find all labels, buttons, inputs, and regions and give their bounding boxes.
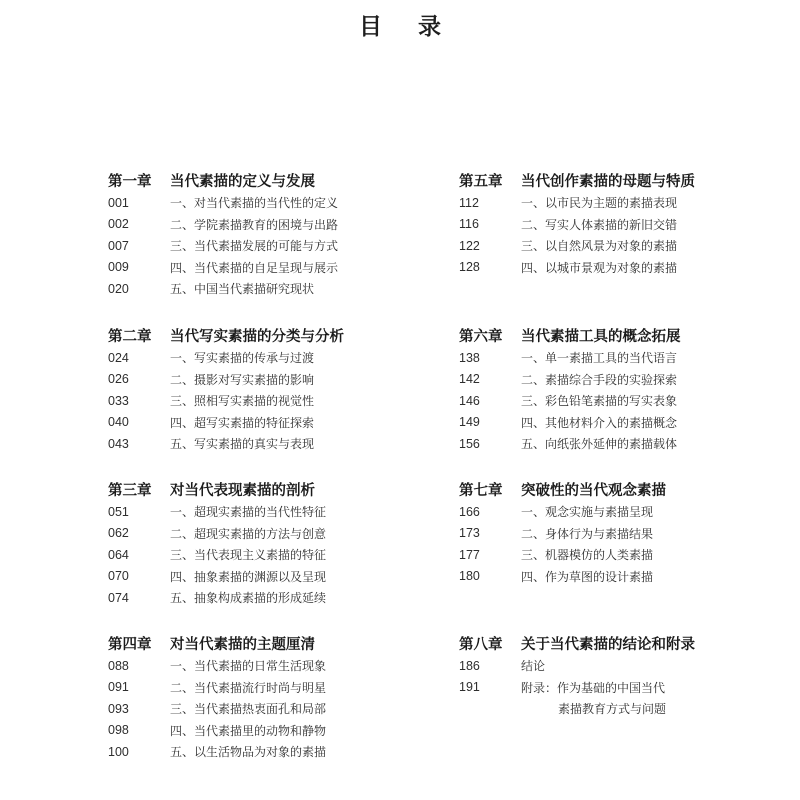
entry-title: 五、以生活物品为对象的素描: [170, 745, 327, 760]
page-number: 024: [108, 350, 129, 365]
chapter-number: 第七章: [459, 482, 503, 499]
entry-title: 五、抽象构成素描的形成延续: [170, 591, 327, 606]
entry-title: 二、身体行为与素描结果: [521, 526, 654, 541]
page-number: 064: [108, 547, 129, 562]
page-number: 191: [459, 680, 480, 695]
chapter-block: [459, 479, 759, 587]
page-number: 138: [459, 350, 480, 365]
page-number: 186: [459, 658, 480, 673]
chapter-heading[interactable]: [459, 479, 759, 499]
entry-title: 三、当代素描发展的可能与方式: [170, 239, 339, 254]
toc-entry[interactable]: [459, 235, 759, 257]
entry-title: 三、照相写实素描的视觉性: [170, 394, 315, 409]
page-number: 122: [459, 238, 480, 253]
page-number: 173: [459, 526, 480, 541]
page-number: 128: [459, 260, 480, 275]
chapter-number: 第六章: [459, 328, 503, 345]
toc-entry[interactable]: [108, 412, 408, 434]
page-number: 166: [459, 504, 480, 519]
toc-entry[interactable]: [459, 655, 759, 677]
toc-entry[interactable]: [459, 369, 759, 391]
chapter-number: 第三章: [108, 482, 152, 499]
entry-title: 素描教育方式与问题: [558, 702, 667, 717]
page-number: 009: [108, 260, 129, 275]
page-number: 146: [459, 393, 480, 408]
chapter-heading[interactable]: [108, 633, 408, 653]
entry-title: 一、超现实素描的当代性特征: [170, 505, 327, 520]
page-number: 142: [459, 372, 480, 387]
page-number: 040: [108, 415, 129, 430]
toc-entry[interactable]: [459, 192, 759, 214]
chapter-title: 当代写实素描的分类与分析: [170, 328, 344, 345]
toc-entry[interactable]: [108, 523, 408, 545]
toc-entry[interactable]: [459, 433, 759, 455]
chapter-block: [108, 479, 408, 609]
toc-entry[interactable]: [108, 720, 408, 742]
entry-title: 二、超现实素描的方法与创意: [170, 526, 327, 541]
toc-entry[interactable]: [108, 741, 408, 763]
toc-entry[interactable]: [108, 369, 408, 391]
toc-entry[interactable]: [108, 544, 408, 566]
toc-entry[interactable]: [108, 278, 408, 300]
entry-title: 一、对当代素描的当代性的定义: [170, 196, 339, 211]
page-number: 074: [108, 590, 129, 605]
chapter-title: 对当代素描的主题厘清: [170, 636, 315, 653]
chapter-heading[interactable]: [108, 325, 408, 345]
toc-entry[interactable]: [459, 257, 759, 279]
entry-title: 三、当代表现主义素描的特征: [170, 548, 327, 563]
chapter-title: 当代素描工具的概念拓展: [521, 328, 681, 345]
page-number: 033: [108, 393, 129, 408]
toc-entry[interactable]: [459, 390, 759, 412]
entry-title: 四、以城市景观为对象的素描: [521, 260, 678, 275]
chapter-block: [108, 325, 408, 455]
toc-entry[interactable]: [459, 544, 759, 566]
chapter-block: [459, 633, 759, 720]
page-number: 007: [108, 238, 129, 253]
toc-entry[interactable]: [108, 214, 408, 236]
page-number: 002: [108, 217, 129, 232]
page-number: 180: [459, 569, 480, 584]
chapter-title: 当代创作素描的母题与特质: [521, 173, 695, 190]
chapter-heading[interactable]: [108, 170, 408, 190]
toc-entry[interactable]: [459, 566, 759, 588]
toc-entry[interactable]: [108, 501, 408, 523]
page-number: 098: [108, 723, 129, 738]
entry-title: 一、以市民为主题的素描表现: [521, 196, 678, 211]
chapter-title: 当代素描的定义与发展: [170, 173, 315, 190]
chapter-block: [108, 633, 408, 763]
chapter-title: 突破性的当代观念素描: [521, 482, 666, 499]
toc-entry[interactable]: [459, 698, 759, 720]
page-number: 156: [459, 436, 480, 451]
chapter-number: 第二章: [108, 328, 152, 345]
page-number: 020: [108, 281, 129, 296]
chapter-title: 对当代表现素描的剖析: [170, 482, 315, 499]
toc-entry[interactable]: [108, 677, 408, 699]
entry-title: 三、以自然风景为对象的素描: [521, 239, 678, 254]
toc-entry[interactable]: [108, 433, 408, 455]
chapter-number: 第五章: [459, 173, 503, 190]
page-number: 026: [108, 372, 129, 387]
entry-title: 五、向纸张外延伸的素描载体: [521, 437, 678, 452]
entry-title: 五、中国当代素描研究现状: [170, 282, 315, 297]
entry-title: 一、当代素描的日常生活现象: [170, 659, 327, 674]
chapter-number: 第四章: [108, 636, 152, 653]
entry-title: 一、观念实施与素描呈现: [521, 505, 654, 520]
entry-title: 四、其他材料介入的素描概念: [521, 415, 678, 430]
toc-entry[interactable]: [108, 566, 408, 588]
entry-title: 一、单一素描工具的当代语言: [521, 351, 678, 366]
chapter-heading[interactable]: [459, 633, 759, 653]
entry-title: 四、当代素描里的动物和静物: [170, 723, 327, 738]
page-number: 149: [459, 415, 480, 430]
entry-title: 附录：作为基础的中国当代: [521, 680, 666, 695]
entry-title: 二、学院素描教育的困境与出路: [170, 217, 339, 232]
toc-entry[interactable]: [108, 257, 408, 279]
page-number: 043: [108, 436, 129, 451]
page-number: 088: [108, 658, 129, 673]
toc-entry[interactable]: [108, 235, 408, 257]
chapter-heading[interactable]: [108, 479, 408, 499]
entry-title: 三、当代素描热衷面孔和局部: [170, 702, 327, 717]
toc-entry[interactable]: [108, 655, 408, 677]
chapter-block: [459, 170, 759, 278]
entry-title: 二、素描综合手段的实验探索: [521, 372, 678, 387]
chapter-number: 第一章: [108, 173, 152, 190]
entry-title: 一、写实素描的传承与过渡: [170, 351, 315, 366]
entry-title: 三、机器模仿的人类素描: [521, 548, 654, 563]
entry-title: 二、写实人体素描的新旧交错: [521, 217, 678, 232]
page-number: 062: [108, 526, 129, 541]
chapter-title: 关于当代素描的结论和附录: [521, 636, 695, 653]
toc-entry[interactable]: [459, 412, 759, 434]
toc-entry[interactable]: [459, 501, 759, 523]
entry-title: 三、彩色铅笔素描的写实表象: [521, 394, 678, 409]
page-number: 112: [459, 195, 479, 210]
toc-entry[interactable]: [108, 192, 408, 214]
page-number: 051: [108, 504, 129, 519]
page-number: 177: [459, 547, 480, 562]
toc-entry[interactable]: [108, 390, 408, 412]
entry-title: 二、摄影对写实素描的影响: [170, 372, 315, 387]
toc-entry[interactable]: [459, 523, 759, 545]
toc-entry[interactable]: [459, 347, 759, 369]
page-number: 093: [108, 701, 129, 716]
toc-entry[interactable]: [108, 347, 408, 369]
chapter-heading[interactable]: [459, 325, 759, 345]
entry-title: 五、写实素描的真实与表现: [170, 437, 315, 452]
page-title: 目 录: [358, 14, 455, 40]
page-number: 091: [108, 680, 129, 695]
chapter-block: [108, 170, 408, 300]
chapter-block: [459, 325, 759, 455]
page-number: 001: [108, 195, 129, 210]
toc-entry[interactable]: [108, 698, 408, 720]
toc-entry[interactable]: [108, 587, 408, 609]
page-number: 100: [108, 744, 129, 759]
page-number: 070: [108, 569, 129, 584]
entry-title: 四、当代素描的自足呈现与展示: [170, 260, 339, 275]
entry-title: 四、抽象素描的渊源以及呈现: [170, 569, 327, 584]
toc-entry[interactable]: [459, 214, 759, 236]
entry-title: 结论: [521, 659, 546, 674]
entry-title: 四、作为草图的设计素描: [521, 569, 654, 584]
page-number: 116: [459, 217, 479, 232]
chapter-heading[interactable]: [459, 170, 759, 190]
toc-entry[interactable]: [459, 677, 759, 699]
entry-title: 四、超写实素描的特征探索: [170, 415, 315, 430]
entry-title: 二、当代素描流行时尚与明星: [170, 680, 327, 695]
chapter-number: 第八章: [459, 636, 503, 653]
